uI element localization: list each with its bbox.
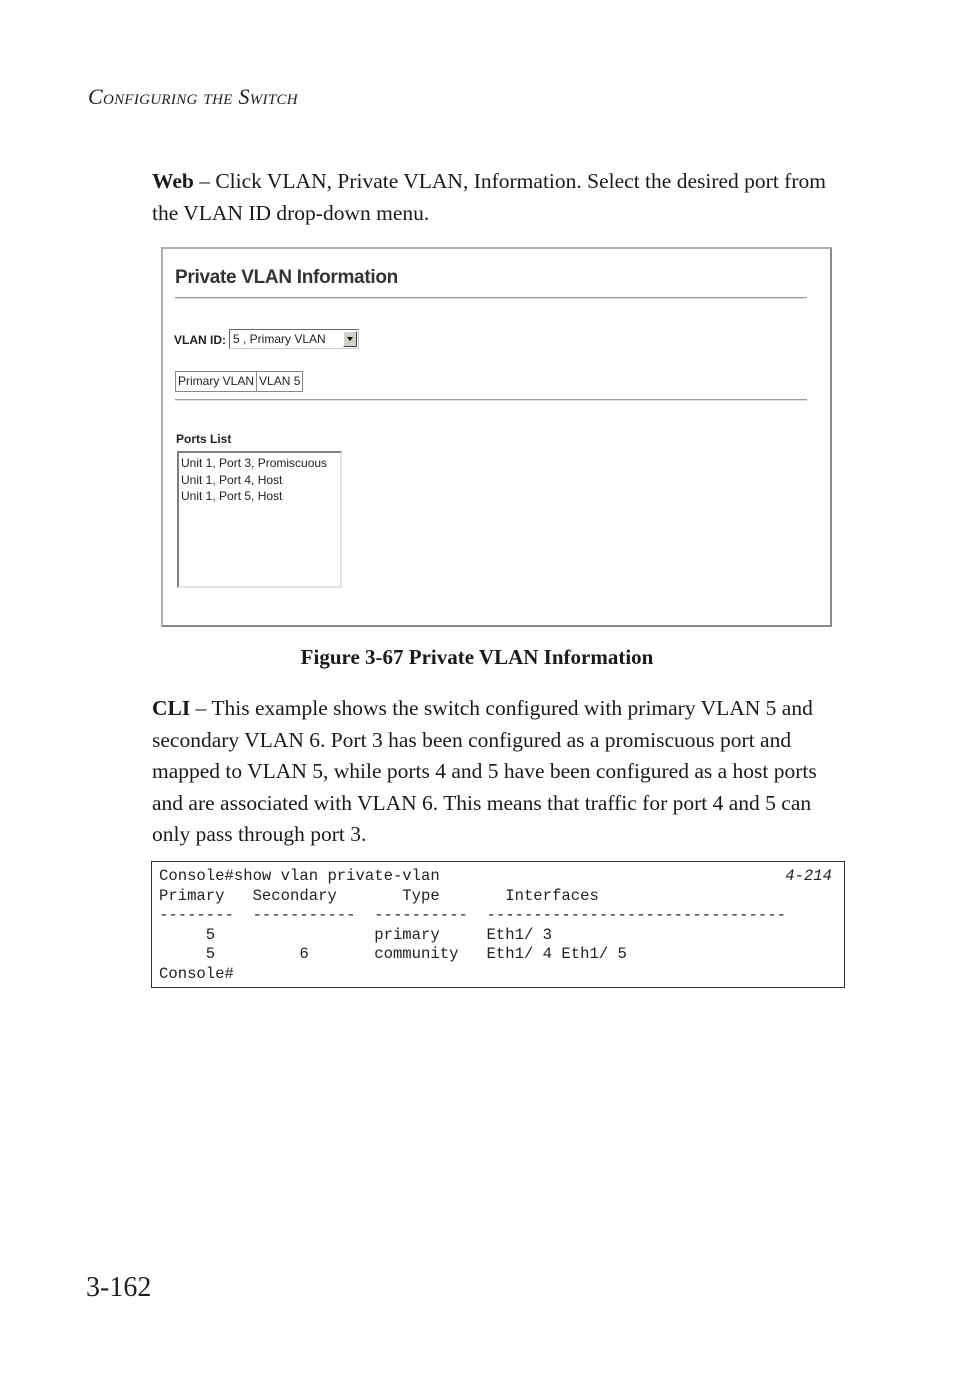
- cli-description: [152, 693, 847, 851]
- web-text: – Click VLAN, Private VLAN, Information. Select the desired port from the VLAN ID drop-down menu.: [152, 169, 826, 225]
- ports-list-label: Ports List: [176, 432, 232, 446]
- list-item[interactable]: Unit 1, Port 3, Promiscuous: [181, 456, 328, 470]
- cli-line-command: Console#show vlan private-vlan: [159, 867, 440, 885]
- cli-output-block: [151, 861, 845, 988]
- figure-caption: Figure 3-67 Private VLAN Information: [300, 645, 654, 669]
- cli-line-row: 5 primary Eth1/ 3: [159, 925, 553, 944]
- title-divider: [175, 297, 807, 299]
- web-lead: Web: [152, 169, 194, 193]
- vlan-id-selected-value: 5 , Primary VLAN: [233, 332, 326, 346]
- page-number: 3-162: [86, 1272, 152, 1303]
- list-item[interactable]: Unit 1, Port 4, Host: [181, 472, 283, 487]
- cli-line-separator: -------- ----------- ---------- --------------------------------: [159, 906, 786, 924]
- vlan-type-cell: Primary VLAN: [178, 374, 255, 388]
- vlan-id-dropdown[interactable]: [229, 329, 359, 349]
- cli-line-header: Primary Secondary Type Interfaces: [159, 886, 599, 905]
- private-vlan-information-screenshot: [161, 247, 832, 627]
- web-instructions: [152, 166, 847, 229]
- section-divider: [175, 399, 807, 401]
- running-head: Configuring the Switch: [88, 84, 298, 109]
- list-item[interactable]: Unit 1, Port 5, Host: [181, 489, 283, 503]
- command-reference: 4-214: [785, 867, 832, 885]
- cli-line-prompt: Console#: [159, 964, 234, 983]
- cli-text: – This example shows the switch configured with primary VLAN 5 and secondary VLAN 6. Port 3 has been configured as a promiscuous port and mapped to VLAN 5, while ports 4 and 5 have been configured as a host ports and are associated with VLAN 6. This means that traffic for port 4 and 5 can only pass through port 3.: [152, 696, 817, 846]
- cli-lead: CLI: [152, 696, 191, 720]
- chevron-down-icon[interactable]: [343, 331, 357, 347]
- vlan-info-table: [175, 371, 303, 392]
- vlan-number-cell: VLAN 5: [256, 372, 302, 391]
- cli-line-row: 5 6 community Eth1/ 4 Eth1/ 5: [159, 945, 627, 963]
- vlan-id-label: VLAN ID:: [174, 333, 226, 347]
- ports-list-box[interactable]: [177, 451, 342, 588]
- figure-page-title: Private VLAN Information: [175, 267, 398, 288]
